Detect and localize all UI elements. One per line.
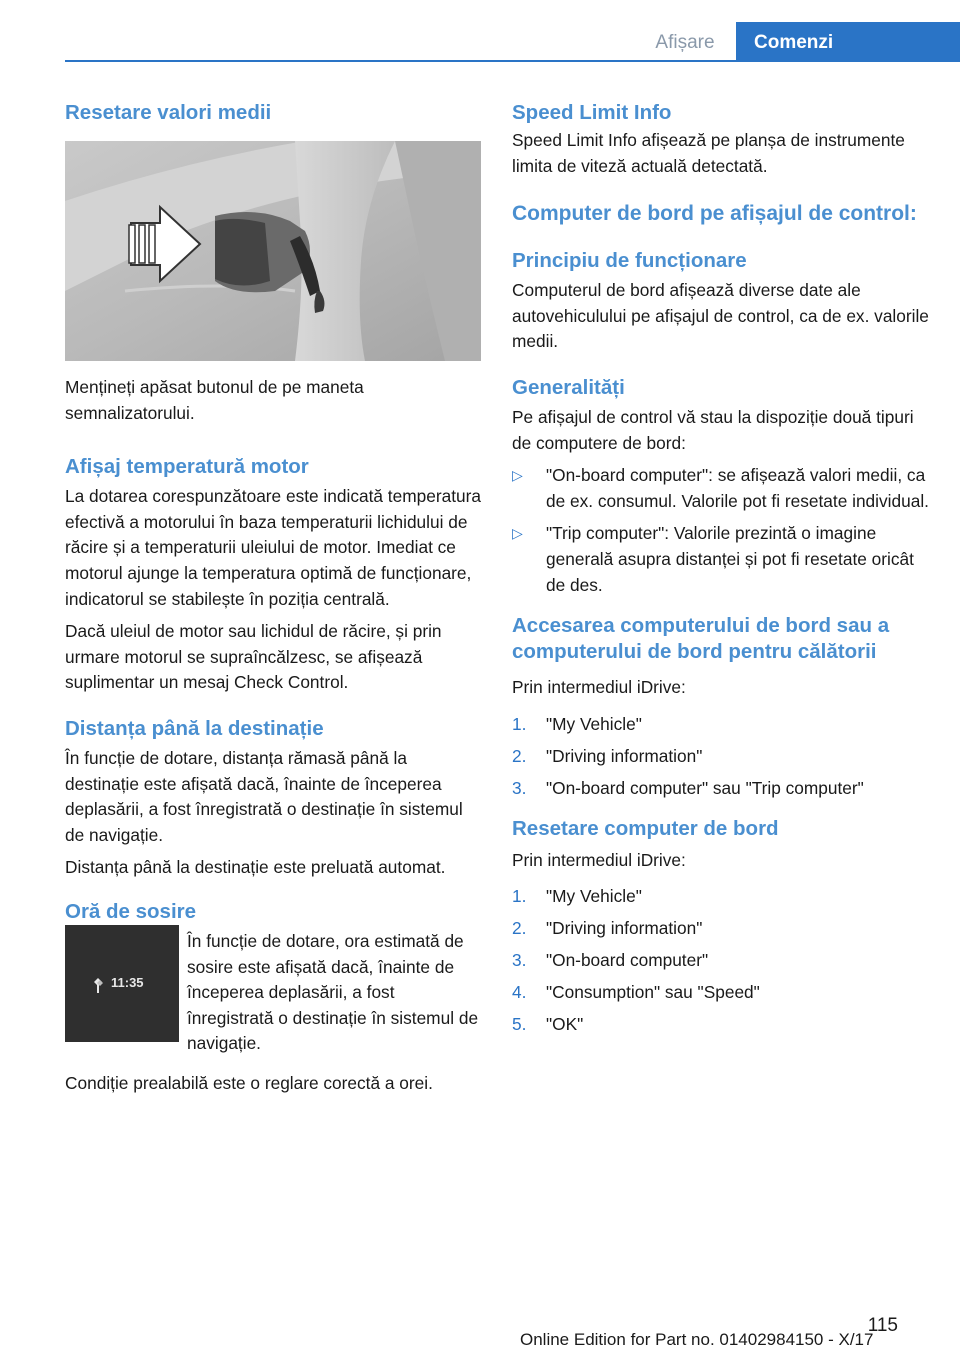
precondition-paragraph: Condiție prealabilă este o reglare corectă a orei. bbox=[65, 1072, 433, 1093]
heading-arrival-time: Oră de sosire bbox=[65, 899, 197, 923]
step-text: "Driving information" bbox=[546, 745, 703, 766]
principle-paragraph: Computerul de bord afișează diverse date ale autovehiculului pe afișajul de control, ca de ex. valorile medii. bbox=[512, 280, 929, 352]
distance-paragraph-1: În funcție de dotare, distanța rămasă până la destinație este afișată dacă, înainte de începerea deplasării, a fost înregistrată o destinație în sistemul de navigație. bbox=[65, 747, 463, 845]
step-number: 2. bbox=[512, 918, 527, 939]
engine-temp-paragraph-2: Dacă uleiul de motor sau lichidul de răcire, și prin urmare motorul se supraîncălzesc, se afișează suplimentar un mesaj Check Control. bbox=[65, 621, 442, 693]
heading-reset-computer: Resetare computer de bord bbox=[512, 816, 779, 840]
step-number: 1. bbox=[512, 886, 527, 907]
list-item bbox=[512, 776, 932, 802]
step-number: 2. bbox=[512, 745, 527, 766]
heading-access-computer: Accesarea computerului de bord sau a computerului de bord pentru călătorii bbox=[512, 614, 890, 664]
list-item bbox=[512, 1012, 932, 1038]
step-number: 3. bbox=[512, 777, 527, 798]
arrival-section bbox=[65, 899, 483, 1057]
distance-paragraph-2: Distanța până la destinație este preluată automat. bbox=[65, 857, 446, 878]
arrival-clock-image bbox=[65, 925, 179, 1042]
step-number: 5. bbox=[512, 1014, 527, 1035]
tab-comenzi[interactable]: Comenzi bbox=[736, 22, 960, 62]
list-item bbox=[512, 916, 932, 942]
heading-engine-temp: Afișaj temperatură motor bbox=[65, 455, 309, 479]
heading-distance: Distanța până la destinație bbox=[65, 716, 324, 740]
general-paragraph: Pe afișajul de control vă stau la dispoziție două tipuri de computere de bord: bbox=[512, 406, 914, 453]
step-text: "Driving information" bbox=[546, 918, 703, 939]
heading-general: Generalități bbox=[512, 375, 625, 399]
clock-readout: 11:35 bbox=[111, 974, 144, 990]
computer-types-list bbox=[512, 463, 932, 598]
list-item bbox=[512, 712, 932, 738]
list-item bbox=[512, 521, 932, 598]
reset-computer-paragraph: Prin intermediul iDrive: bbox=[512, 849, 686, 870]
step-text: "Consumption" sau "Speed" bbox=[546, 982, 760, 1003]
arrival-paragraph: În funcție de dotare, ora estimată de sosire este afișată dacă, înainte de începerea deplasării, a fost înregistrată o destinație în sistemul de navigație. bbox=[187, 930, 479, 1054]
heading-onboard-computer: Computer de bord pe afișajul de control: bbox=[512, 202, 917, 226]
turn-signal-lever-image bbox=[65, 141, 481, 361]
heading-principle: Principiu de funcționare bbox=[512, 249, 747, 273]
triangle-bullet-icon: ▷ bbox=[512, 467, 523, 484]
step-text: "My Vehicle" bbox=[546, 886, 642, 907]
list-item bbox=[512, 744, 932, 770]
list-item bbox=[512, 884, 932, 910]
step-text: "OK" bbox=[546, 1014, 584, 1035]
list-item bbox=[512, 980, 932, 1006]
heading-reset-averages: Resetare valori medii bbox=[65, 101, 272, 124]
right-column bbox=[512, 100, 932, 1045]
reset-steps-list bbox=[512, 884, 932, 1038]
step-number: 4. bbox=[512, 982, 527, 1003]
triangle-bullet-icon: ▷ bbox=[512, 525, 523, 542]
list-item bbox=[512, 948, 932, 974]
tab-afisare[interactable]: Afișare bbox=[655, 32, 715, 53]
step-number: 1. bbox=[512, 713, 527, 734]
step-text: "My Vehicle" bbox=[546, 713, 642, 734]
step-text: "On-board computer" bbox=[546, 950, 709, 971]
step-text: "On-board computer" sau "Trip computer" bbox=[546, 777, 864, 798]
heading-speed-limit: Speed Limit Info bbox=[512, 101, 672, 124]
list-item bbox=[512, 463, 932, 514]
access-steps-list bbox=[512, 712, 932, 802]
bullet-text: "Trip computer": Valorile prezintă o imagine generală asupra distanței și pot fi resetate oricât de des. bbox=[546, 523, 914, 595]
edition-footer: Online Edition for Part no. 01402984150 - X/17 bbox=[520, 1330, 874, 1349]
bullet-text: "On-board computer": se afișează valori medii, ca de ex. consumul. Valorile pot fi resetate individual. bbox=[546, 465, 929, 511]
header-rule bbox=[65, 60, 960, 62]
page-number: 115 bbox=[867, 1315, 898, 1336]
left-column bbox=[65, 100, 483, 1096]
engine-temp-paragraph-1: La dotarea corespunzătoare este indicată temperatura efectivă a motorului în baza temperaturii lichidului de răcire și a temperaturii uleiului de motor. Imediat ce motorul ajunge la temperatura optimă de funcționare, indicatorul se stabilește în poziția centrală. bbox=[65, 486, 481, 609]
speed-limit-paragraph: Speed Limit Info afișează pe planșa de instrumente limita de viteză actuală detectată. bbox=[512, 130, 905, 176]
reset-paragraph: Mențineți apăsat butonul de pe maneta semnalizatorului. bbox=[65, 377, 364, 423]
access-paragraph: Prin intermediul iDrive: bbox=[512, 677, 686, 698]
step-number: 3. bbox=[512, 950, 527, 971]
